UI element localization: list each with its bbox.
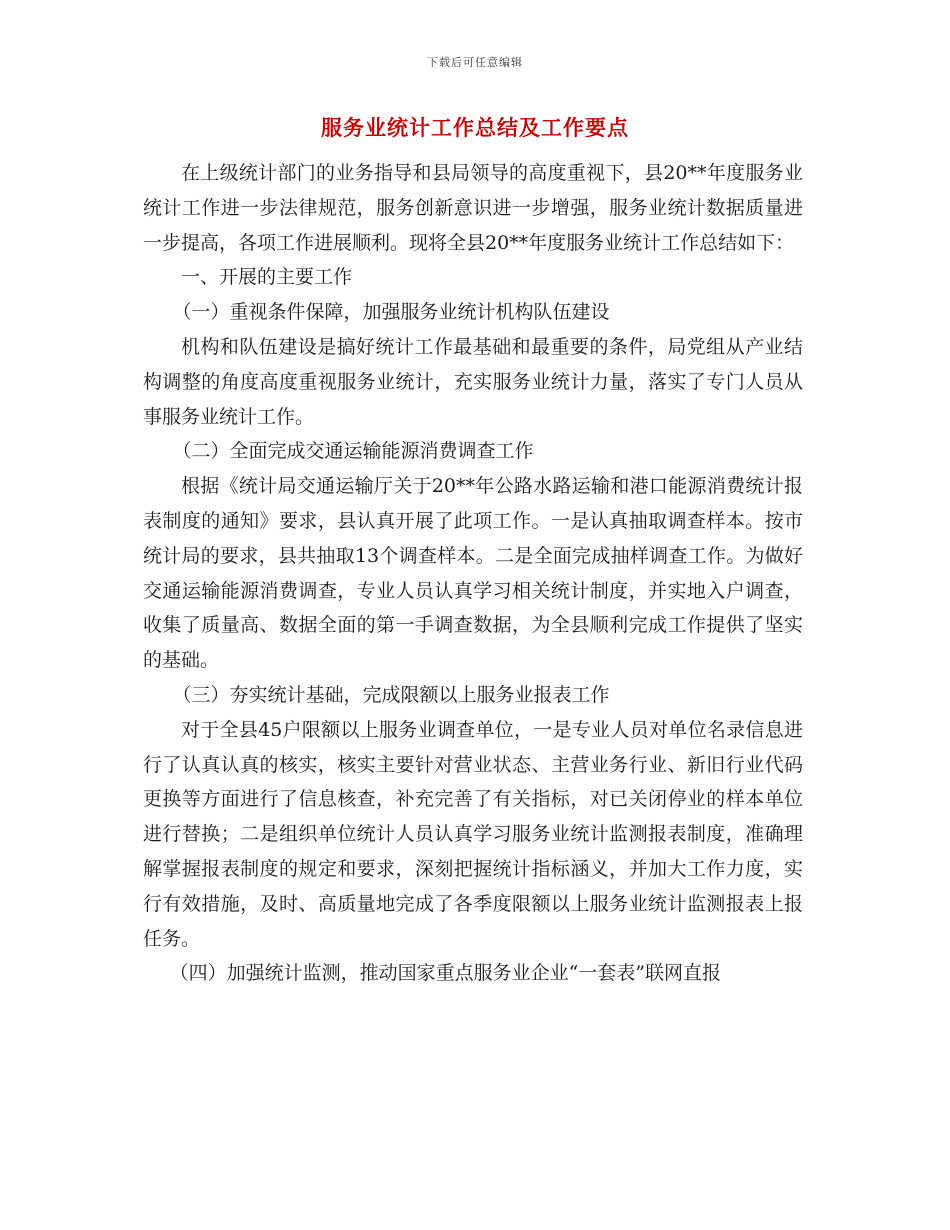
document-title: 服务业统计工作总结及工作要点: [321, 115, 629, 140]
page-header-note: 下载后可任意编辑: [427, 56, 523, 69]
paragraph-intro: 在上级统计部门的业务指导和县局领导的高度重视下，县20**年度服务业统计工作进一步法律规范，服务创新意识进一步增强，服务业统计数据质量进一步提高，各项工作进展顺利。现将全县20**年度服务业统计工作总结如下：: [143, 162, 803, 254]
paragraph-1: 机构和队伍建设是搞好统计工作最基础和最重要的条件，局党组从产业结构调整的角度高度重视服务业统计，充实服务业统计力量，落实了专门人员从事服务业统计工作。: [143, 335, 803, 428]
section-heading-main-work: 一、开展的主要工作: [181, 266, 353, 289]
subheading-2: （二）全面完成交通运输能源消费调查工作: [172, 440, 534, 463]
document-body: [143, 156, 803, 991]
paragraph-2: 根据《统计局交通运输厅关于20**年公路水路运输和港口能源消费统计报表制度的通知》要求，县认真开展了此项工作。一是认真抽取调查样本。按市统计局的要求，县共抽取13个调查样本。二是全面完成抽样调查工作。为做好交通运输能源消费调查，专业人员认真学习相关统计制度，并实地入户调查，收集了质量高、数据全面的第一手调查数据，为全县顺利完成工作提供了坚实的基础。: [143, 475, 803, 672]
subheading-3: （三）夯实统计基础，完成限额以上服务业报表工作: [172, 683, 610, 706]
subheading-4: （四）加强统计监测，推动国家重点服务业企业“一套表”联网直报: [169, 962, 722, 985]
paragraph-3: 对于全县45户限额以上服务业调查单位，一是专业人员对单位名录信息进行了认真认真的核实，核实主要针对营业状态、主营业务行业、新旧行业代码更换等方面进行了信息核查，补充完善了有关指标，对已关闭停业的样本单位进行替换；二是组织单位统计人员认真学习服务业统计监测报表制度，准确理解掌握报表制度的规定和要求，深刻把握统计指标涵义，并加大工作力度，实行有效措施，及时、高质量地完成了各季度限额以上服务业统计监测报表上报任务。: [143, 718, 803, 950]
subheading-1: （一）重视条件保障，加强服务业统计机构队伍建设: [172, 301, 610, 324]
